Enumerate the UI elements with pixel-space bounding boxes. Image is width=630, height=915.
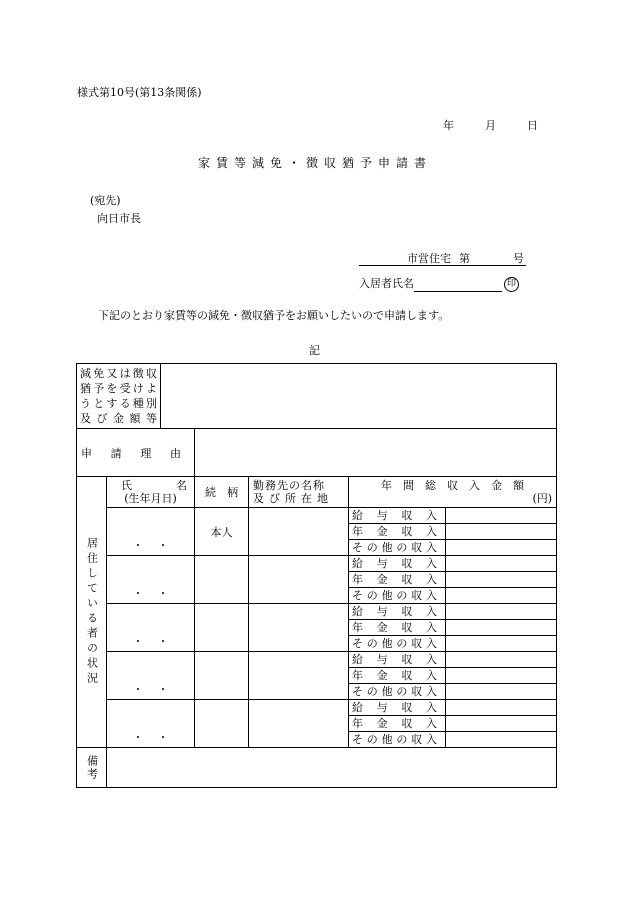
income-type-pension: 年金収入 bbox=[349, 716, 446, 732]
seal-mark: 印 bbox=[504, 277, 519, 292]
person-1-workplace[interactable] bbox=[249, 508, 349, 556]
col-name-header: 氏 名 (生年月日) bbox=[107, 477, 195, 508]
income-type-other: その他の収入 bbox=[349, 588, 446, 604]
person-1-salary-amount[interactable] bbox=[446, 508, 557, 524]
person-2-other-amount[interactable] bbox=[446, 588, 557, 604]
person-2-pension-amount[interactable] bbox=[446, 572, 557, 588]
date-day: 日 bbox=[527, 119, 538, 132]
person-1-relation[interactable]: 本人 bbox=[195, 508, 249, 556]
housing-number-field[interactable] bbox=[359, 250, 526, 266]
person-4-pension-amount[interactable] bbox=[446, 668, 557, 684]
person-3-workplace[interactable] bbox=[249, 604, 349, 652]
income-type-other: その他の収入 bbox=[349, 636, 446, 652]
person-5-pension-amount[interactable] bbox=[446, 716, 557, 732]
income-type-salary: 給与収入 bbox=[349, 652, 446, 668]
application-table bbox=[76, 363, 557, 788]
income-type-pension: 年金収入 bbox=[349, 572, 446, 588]
recipient: 向日市長 bbox=[97, 212, 141, 225]
person-5-workplace[interactable] bbox=[249, 700, 349, 748]
housing-no-label: 第 bbox=[459, 252, 470, 265]
person-1-other-amount[interactable] bbox=[446, 540, 557, 556]
person-4-name[interactable]: ・ ・ bbox=[107, 652, 195, 700]
income-type-pension: 年金収入 bbox=[349, 524, 446, 540]
person-5-salary-amount[interactable] bbox=[446, 700, 557, 716]
person-3-pension-amount[interactable] bbox=[446, 620, 557, 636]
document-title: 家賃等減免・徴収猶予申請書 bbox=[197, 156, 432, 170]
person-2-relation[interactable] bbox=[195, 556, 249, 604]
housing-label: 市営住宅 bbox=[407, 252, 451, 265]
resident-name-line bbox=[359, 275, 519, 292]
person-4-relation[interactable] bbox=[195, 652, 249, 700]
person-2-workplace[interactable] bbox=[249, 556, 349, 604]
date-month: 月 bbox=[485, 119, 496, 132]
form-number: 様式第10号(第13条関係) bbox=[77, 86, 202, 99]
income-type-salary: 給与収入 bbox=[349, 556, 446, 572]
person-5-relation[interactable] bbox=[195, 700, 249, 748]
col-income-header: 年 間 総 収 入 金 額 (円) bbox=[349, 477, 557, 508]
resident-name-field[interactable] bbox=[414, 278, 502, 292]
income-type-salary: 給与収入 bbox=[349, 508, 446, 524]
person-3-other-amount[interactable] bbox=[446, 636, 557, 652]
person-3-relation[interactable] bbox=[195, 604, 249, 652]
income-type-pension: 年金収入 bbox=[349, 668, 446, 684]
col-relation-header: 続 柄 bbox=[195, 477, 249, 508]
resident-name-label: 入居者氏名 bbox=[359, 277, 414, 290]
date-year: 年 bbox=[443, 119, 454, 132]
housing-suffix: 号 bbox=[513, 252, 524, 265]
col-workplace-header: 勤務先の名称 及び所在地 bbox=[249, 477, 349, 508]
addressee: (宛先) bbox=[90, 194, 121, 207]
kind-label-cell: 減免又は徴収 猶予を受けよ うとする種別 及び金額等 bbox=[77, 364, 161, 429]
person-1-name[interactable]: ・ ・ bbox=[107, 508, 195, 556]
income-type-salary: 給与収入 bbox=[349, 700, 446, 716]
income-type-other: その他の収入 bbox=[349, 540, 446, 556]
person-5-other-amount[interactable] bbox=[446, 732, 557, 748]
date-line bbox=[443, 117, 538, 133]
person-3-salary-amount[interactable] bbox=[446, 604, 557, 620]
person-1-pension-amount[interactable] bbox=[446, 524, 557, 540]
kind-input[interactable] bbox=[161, 364, 557, 429]
person-4-other-amount[interactable] bbox=[446, 684, 557, 700]
income-type-salary: 給与収入 bbox=[349, 604, 446, 620]
person-4-workplace[interactable] bbox=[249, 652, 349, 700]
person-4-salary-amount[interactable] bbox=[446, 652, 557, 668]
resident-status-label: 居住している者の状況 bbox=[77, 477, 107, 748]
person-2-name[interactable]: ・ ・ bbox=[107, 556, 195, 604]
income-type-other: その他の収入 bbox=[349, 684, 446, 700]
person-5-name[interactable]: ・ ・ bbox=[107, 700, 195, 748]
remarks-input[interactable] bbox=[107, 748, 557, 788]
reason-label-cell: 申請理由 bbox=[77, 429, 195, 477]
income-type-pension: 年金収入 bbox=[349, 620, 446, 636]
person-2-salary-amount[interactable] bbox=[446, 556, 557, 572]
reason-input[interactable] bbox=[195, 429, 557, 477]
person-3-name[interactable]: ・ ・ bbox=[107, 604, 195, 652]
ki-heading: 記 bbox=[309, 344, 320, 357]
lead-text: 下記のとおり家賃等の減免・徴収猶予をお願いしたいので申請します。 bbox=[98, 309, 450, 322]
remarks-label: 備考 bbox=[77, 748, 107, 788]
income-type-other: その他の収入 bbox=[349, 732, 446, 748]
